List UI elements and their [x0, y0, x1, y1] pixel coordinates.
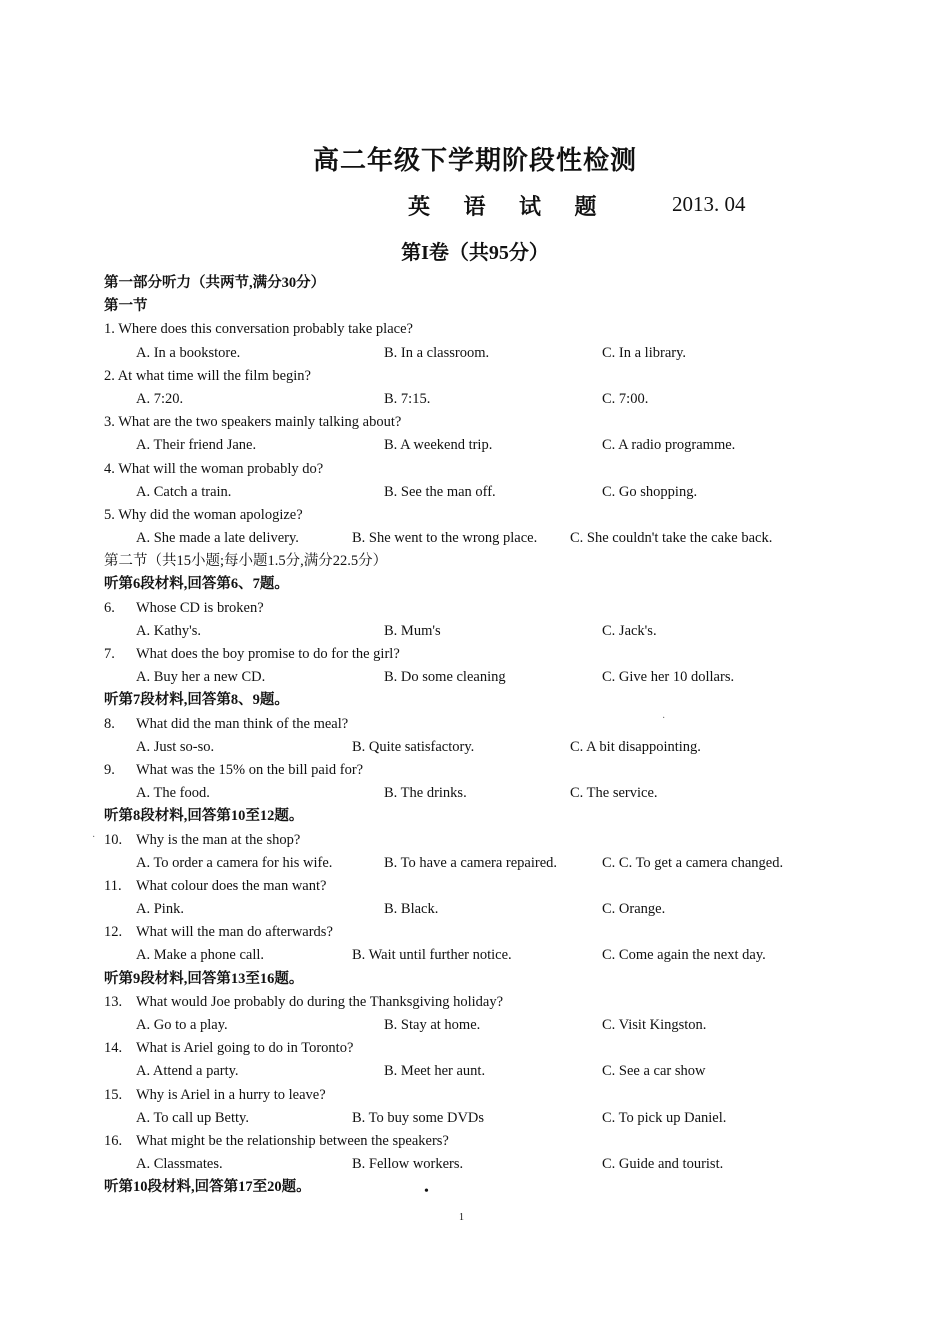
- subject-title: 英 语 试 题: [408, 194, 611, 219]
- option-c: C. She couldn't take the cake back.: [570, 530, 773, 547]
- section-title: 第二节（共15小题;每小题1.5分,满分22.5分）: [104, 553, 388, 570]
- option-c: C. The service.: [570, 785, 658, 802]
- option-c: C. 7:00.: [602, 390, 649, 407]
- option-row: [104, 736, 824, 759]
- option-a: A. In a bookstore.: [136, 344, 241, 361]
- option-c: C. Visit Kingston.: [602, 1017, 707, 1033]
- question-stem: [104, 921, 824, 944]
- option-c: C. A radio programme.: [602, 437, 736, 454]
- question-stem: [104, 713, 824, 736]
- option-c: C. Guide and tourist.: [602, 1156, 724, 1173]
- option-b: B. Quite satisfactory.: [352, 738, 475, 755]
- question-text: 5. Why did the woman apologize?: [104, 506, 303, 523]
- option-c: C. Jack's.: [602, 622, 657, 639]
- question-text: 3. What are the two speakers mainly talking about?: [104, 414, 402, 431]
- option-row: [104, 666, 824, 689]
- option-a: A. Just so-so.: [136, 738, 215, 755]
- option-b: B. To buy some DVDs: [352, 1109, 485, 1126]
- question-stem: [104, 1037, 824, 1060]
- option-b: B. She went to the wrong place.: [352, 530, 538, 547]
- option-b: B. 7:15.: [384, 390, 431, 407]
- option-c: C. Give her 10 dollars.: [602, 669, 735, 686]
- option-row: [104, 620, 824, 643]
- page-number: 1: [459, 1212, 464, 1223]
- material-instruction: 听第7段材料,回答第8、9题。: [104, 692, 289, 709]
- question-text: What colour does the man want?: [136, 877, 327, 894]
- question-number: 6.: [104, 599, 115, 616]
- question-number: 10.: [104, 831, 123, 848]
- option-a: A. Their friend Jane.: [136, 437, 257, 454]
- question-number: 7.: [104, 646, 115, 662]
- option-b: B. Meet her aunt.: [384, 1063, 486, 1080]
- question-stem: [104, 365, 824, 388]
- option-b: B. The drinks.: [384, 785, 467, 802]
- option-c: C. A bit disappointing.: [570, 738, 701, 755]
- option-row: [104, 342, 824, 365]
- subtitle-row: [0, 190, 950, 220]
- question-stem: [104, 991, 824, 1014]
- option-c: C. Go shopping.: [602, 483, 698, 500]
- option-b: B. To have a camera repaired.: [384, 854, 558, 871]
- question-number: 15.: [104, 1086, 123, 1103]
- question-text: What did the man think of the meal?: [136, 715, 349, 732]
- question-text: What is Ariel going to do in Toronto?: [136, 1040, 354, 1057]
- section-title: 第一节: [104, 298, 148, 315]
- question-number: 8.: [104, 715, 115, 732]
- option-row: [104, 388, 824, 411]
- volume-title: 第I卷（共95分）: [401, 242, 549, 264]
- question-stem: [104, 504, 824, 527]
- option-b: B. Do some cleaning: [384, 669, 506, 686]
- bullet-mark: •: [424, 1184, 429, 1199]
- question-stem: [104, 1084, 824, 1107]
- question-text: What will the man do afterwards?: [136, 924, 333, 941]
- option-row: [104, 1060, 824, 1083]
- option-row: [104, 782, 824, 805]
- option-row: [104, 527, 824, 550]
- option-a: A. Buy her a new CD.: [136, 669, 266, 686]
- scan-speck: ·: [92, 832, 96, 843]
- question-text: What does the boy promise to do for the girl?: [136, 646, 400, 662]
- question-text: What would Joe probably do during the Thanksgiving holiday?: [136, 993, 504, 1010]
- option-c: C. Come again the next day.: [602, 947, 766, 964]
- question-stem: [104, 318, 824, 341]
- question-text: 2. At what time will the film begin?: [104, 367, 311, 384]
- question-number: 11.: [104, 877, 122, 894]
- material-instruction: 听第8段材料,回答第10至12题。: [104, 808, 304, 825]
- question-number: 14.: [104, 1040, 123, 1057]
- option-row: [104, 944, 824, 967]
- material-instruction: 听第6段材料,回答第6、7题。: [104, 576, 289, 593]
- option-a: A. To call up Betty.: [136, 1109, 249, 1126]
- option-b: B. Black.: [384, 901, 439, 918]
- option-c: C. See a car show: [602, 1063, 706, 1080]
- question-number: 13.: [104, 993, 123, 1010]
- option-a: A. Attend a party.: [136, 1063, 239, 1080]
- question-stem: [104, 597, 824, 620]
- option-row: [104, 1107, 824, 1130]
- question-text: What was the 15% on the bill paid for?: [136, 761, 364, 778]
- question-stem: [104, 643, 824, 666]
- question-text: Whose CD is broken?: [136, 599, 264, 616]
- exam-date: 2013. 04: [672, 192, 746, 216]
- question-text: 4. What will the woman probably do?: [104, 460, 324, 477]
- part-title: 第一部分听力（共两节,满分30分）: [104, 275, 326, 291]
- question-text: What might be the relationship between the speakers?: [136, 1132, 449, 1149]
- option-a: A. To order a camera for his wife.: [136, 854, 333, 871]
- question-number: 12.: [104, 924, 123, 941]
- option-c: C. C. To get a camera changed.: [602, 854, 784, 871]
- option-b: B. In a classroom.: [384, 344, 490, 361]
- option-c: C. In a library.: [602, 344, 687, 361]
- question-stem: [104, 458, 824, 481]
- option-c: C. Orange.: [602, 901, 666, 918]
- question-stem: [104, 875, 824, 898]
- option-b: B. Wait until further notice.: [352, 947, 512, 964]
- scan-speck: ·: [662, 713, 666, 724]
- option-a: A. Classmates.: [136, 1156, 223, 1173]
- question-number: 9.: [104, 761, 115, 778]
- option-a: A. 7:20.: [136, 390, 184, 407]
- question-stem: [104, 829, 824, 852]
- option-a: A. She made a late delivery.: [136, 530, 299, 547]
- question-stem: [104, 1130, 824, 1153]
- question-stem: [104, 759, 824, 782]
- option-a: A. Kathy's.: [136, 622, 202, 639]
- option-b: B. Fellow workers.: [352, 1156, 464, 1173]
- question-stem: [104, 411, 824, 434]
- option-b: B. See the man off.: [384, 483, 496, 500]
- question-text: 1. Where does this conversation probably take place?: [104, 321, 413, 338]
- material-instruction: 听第9段材料,回答第13至16题。: [104, 970, 304, 987]
- option-a: A. Go to a play.: [136, 1017, 228, 1033]
- option-b: B. Stay at home.: [384, 1017, 481, 1033]
- option-row: [104, 1153, 824, 1176]
- question-list: [104, 272, 824, 1200]
- material-instruction: 听第10段材料,回答第17至20题。: [104, 1179, 311, 1196]
- option-a: A. The food.: [136, 785, 210, 802]
- option-row: [104, 481, 824, 504]
- option-row: [104, 1014, 824, 1037]
- option-c: C. To pick up Daniel.: [602, 1109, 727, 1126]
- option-a: A. Pink.: [136, 901, 184, 918]
- question-text: Why is Ariel in a hurry to leave?: [136, 1086, 326, 1103]
- exam-title: 高二年级下学期阶段性检测: [312, 146, 637, 175]
- option-a: A. Make a phone call.: [136, 947, 265, 964]
- question-text: Why is the man at the shop?: [136, 831, 301, 848]
- option-row: [104, 852, 824, 875]
- option-row: [104, 434, 824, 457]
- option-a: A. Catch a train.: [136, 483, 232, 500]
- option-b: B. A weekend trip.: [384, 437, 493, 454]
- option-row: [104, 898, 824, 921]
- question-number: 16.: [104, 1132, 123, 1149]
- option-b: B. Mum's: [384, 622, 441, 639]
